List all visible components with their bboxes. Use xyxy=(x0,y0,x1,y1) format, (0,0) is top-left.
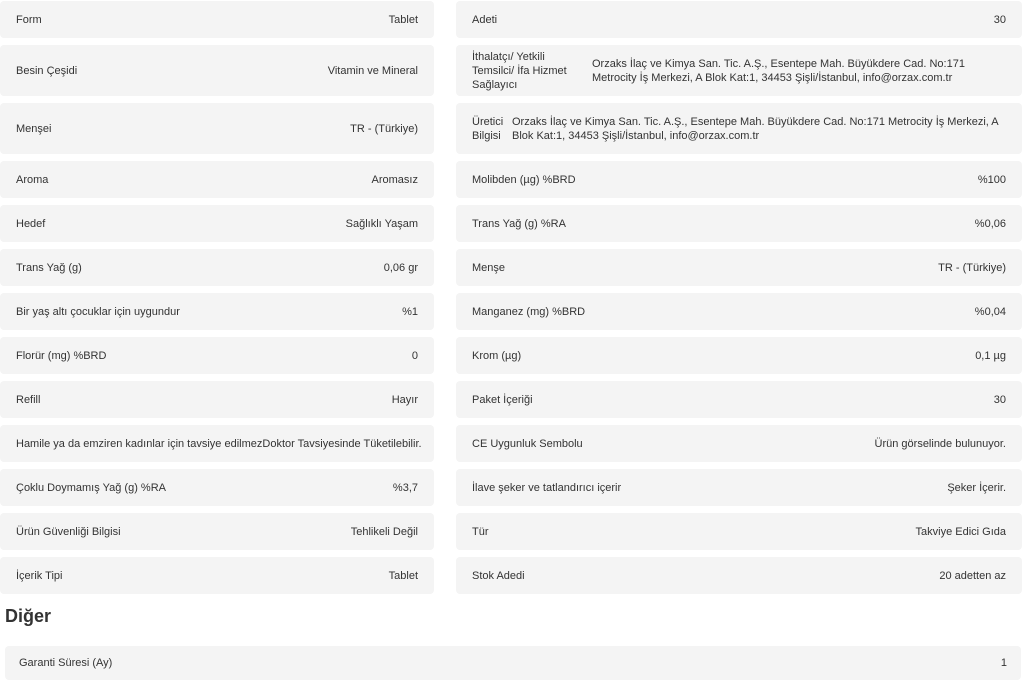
attribute-value: Doktor Tavsiyesinde Tüketilebilir. xyxy=(262,437,422,450)
attribute-value: 0,06 gr xyxy=(383,261,418,274)
attribute-value: 0 xyxy=(411,349,418,362)
attribute-key: Menşei xyxy=(16,122,52,135)
attribute-key: Ürün Güvenliği Bilgisi xyxy=(16,525,121,538)
attribute-key: Krom (µg) xyxy=(472,349,522,362)
attribute-row-tur xyxy=(456,513,1022,550)
attribute-value: Vitamin ve Mineral xyxy=(327,64,418,77)
attribute-value: 1 xyxy=(1000,657,1007,669)
attribute-key: CE Uygunluk Sembolu xyxy=(472,437,583,450)
attribute-value: %1 xyxy=(402,305,418,318)
attribute-key: Trans Yağ (g) %RA xyxy=(472,217,566,230)
attribute-key: Üretici Bilgisi xyxy=(472,115,504,142)
section-title-other: Diğer xyxy=(5,606,52,626)
attribute-key: Aroma xyxy=(16,173,49,186)
attribute-key: Trans Yağ (g) xyxy=(16,261,82,274)
attribute-value: %0,04 xyxy=(974,305,1006,318)
attribute-value: TR - (Türkiye) xyxy=(350,122,418,135)
attribute-value: TR - (Türkiye) xyxy=(938,261,1006,274)
attribute-value: %100 xyxy=(977,173,1006,186)
attribute-row-manganez xyxy=(456,293,1022,330)
attribute-row-icerik-tipi xyxy=(0,557,434,594)
attribute-row-coklu-doymamis-yag xyxy=(0,469,434,506)
attribute-value: 30 xyxy=(993,393,1006,406)
attribute-value: %0,06 xyxy=(974,217,1006,230)
attribute-key: İçerik Tipi xyxy=(16,569,63,582)
attribute-value: Sağlıklı Yaşam xyxy=(345,217,418,230)
attribute-row-paket-icerigi xyxy=(456,381,1022,418)
attribute-key: Tür xyxy=(472,525,489,538)
attribute-row-urun-guvenligi xyxy=(0,513,434,550)
attribute-key: Bir yaş altı çocuklar için uygundur xyxy=(16,305,180,318)
attribute-row-molibden xyxy=(456,161,1022,198)
attribute-value: 0,1 µg xyxy=(975,349,1006,362)
attribute-value: Ürün görselinde bulunuyor. xyxy=(874,437,1006,450)
attribute-value: Orzaks İlaç ve Kimya San. Tic. A.Ş., Esentepe Mah. Büyükdere Cad. No:171 Metrocity İş Merkezi, A Blok Kat:1, 34453 Şişli/İstanbul, info@orzax.com.tr xyxy=(592,57,965,84)
attribute-row-bir-yas-alti xyxy=(0,293,434,330)
attribute-key: Refill xyxy=(16,393,41,406)
attribute-key: Hamile ya da emziren kadınlar için tavsiye edilmez xyxy=(16,437,263,450)
attribute-key: Besin Çeşidi xyxy=(16,64,78,77)
attribute-row-garanti-suresi xyxy=(5,646,1021,680)
attribute-row-refill xyxy=(0,381,434,418)
attribute-row-aroma xyxy=(0,161,434,198)
attribute-key: Form xyxy=(16,13,42,26)
attribute-value: Tehlikeli Değil xyxy=(350,525,418,538)
attribute-value: Tablet xyxy=(388,13,418,26)
attribute-value: Takviye Edici Gıda xyxy=(915,525,1006,538)
attribute-row-trans-yag xyxy=(0,249,434,286)
attribute-value: Orzaks İlaç ve Kimya San. Tic. A.Ş., Esentepe Mah. Büyükdere Cad. No:171 Metrocity İş Merkezi, A Blok Kat:1, 34453 Şişli/İstanbul, info@orzax.com.tr xyxy=(512,115,999,142)
attributes-left-column xyxy=(0,1,434,601)
attribute-row-trans-yag-ra xyxy=(456,205,1022,242)
attribute-key: Stok Adedi xyxy=(472,569,525,582)
attribute-row-florur xyxy=(0,337,434,374)
attribute-row-ilave-seker xyxy=(456,469,1022,506)
attribute-row-form xyxy=(0,1,434,38)
attribute-key: İlave şeker ve tatlandırıcı içerir xyxy=(472,481,622,494)
attribute-key: Molibden (µg) %BRD xyxy=(472,173,576,186)
attribute-row-uretici-bilgisi xyxy=(456,103,1022,154)
attribute-row-ce-uygunluk xyxy=(456,425,1022,462)
attribute-key: Çoklu Doymamış Yağ (g) %RA xyxy=(16,481,166,494)
attribute-value: %3,7 xyxy=(392,481,418,494)
attribute-row-hamile xyxy=(0,425,434,462)
attribute-key: İthalatçı/ Yetkili Temsilci/ İfa Hizmet Sağlayıcı xyxy=(472,50,567,91)
attribute-row-besin-cesidi xyxy=(0,45,434,96)
attribute-row-krom xyxy=(456,337,1022,374)
attribute-row-adeti xyxy=(456,1,1022,38)
attribute-value: Hayır xyxy=(391,393,418,406)
attributes-right-column xyxy=(456,1,1022,601)
attribute-value: 20 adetten az xyxy=(939,569,1006,582)
attribute-value: Şeker İçerir. xyxy=(947,481,1006,494)
attribute-key: Manganez (mg) %BRD xyxy=(472,305,586,318)
attribute-key: Garanti Süresi (Ay) xyxy=(19,657,113,669)
attribute-key: Florür (mg) %BRD xyxy=(16,349,107,362)
attribute-row-ithalatci xyxy=(456,45,1022,96)
attribute-value: 30 xyxy=(993,13,1006,26)
attribute-value: Tablet xyxy=(388,569,418,582)
attribute-row-hedef xyxy=(0,205,434,242)
attribute-key: Menşe xyxy=(472,261,506,274)
attribute-value: Aromasız xyxy=(371,173,418,186)
attribute-row-menshe xyxy=(456,249,1022,286)
attribute-row-mensei xyxy=(0,103,434,154)
attribute-row-stok-adedi xyxy=(456,557,1022,594)
attribute-key: Hedef xyxy=(16,217,46,230)
attribute-key: Adeti xyxy=(472,13,498,26)
attribute-key: Paket İçeriği xyxy=(472,393,533,406)
